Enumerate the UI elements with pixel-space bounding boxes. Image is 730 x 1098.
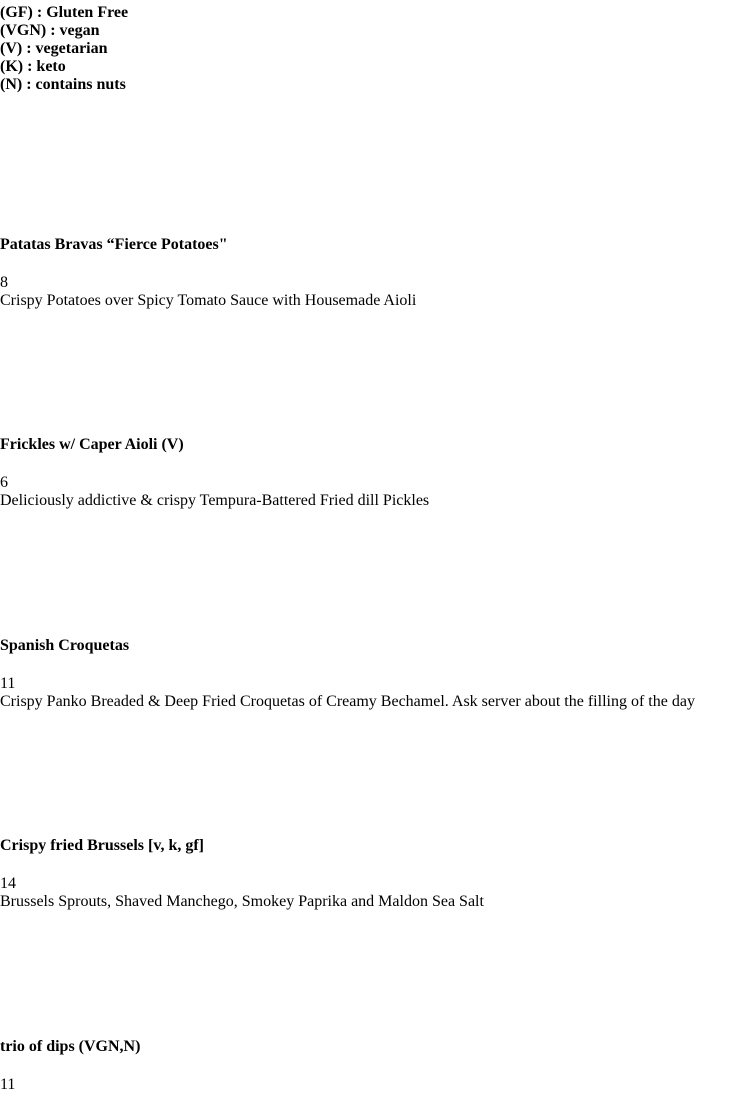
menu-item-name: Frickles w/ Caper Aioli (V) [0,436,184,453]
menu-item-crispy-fried-brussels [0,836,730,911]
menu-item-patatas-bravas [0,235,730,310]
menu-item-frickles [0,435,730,510]
legend-contains-nuts: (N) : contains nuts [0,76,126,93]
menu-item-description: Deliciously addictive & crispy Tempura-Battered Fried dill Pickles [0,492,430,509]
menu-item-trio-of-dips [0,1037,730,1098]
menu-item-price: 6 [0,474,8,491]
menu-item-name: Crispy fried Brussels [v, k, gf] [0,837,204,854]
menu-item-description [0,1094,730,1098]
menu-item-description: Brussels Sprouts, Shaved Manchego, Smokey Paprika and Maldon Sea Salt [0,893,484,910]
dietary-legend [0,4,128,94]
legend-vegetarian: (V) : vegetarian [0,40,108,57]
menu-item-spanish-croquetas [0,636,730,711]
menu-item-price: 14 [0,875,16,892]
legend-keto: (K) : keto [0,58,66,75]
menu-item-description: Crispy Potatoes over Spicy Tomato Sauce with Housemade Aioli [0,292,417,309]
menu-item-description: Crispy Panko Breaded & Deep Fried Croquetas of Creamy Bechamel. Ask server about the filling of the day [0,693,695,710]
legend-gluten-free: (GF) : Gluten Free [0,4,129,21]
menu-item-price: 11 [0,675,16,692]
menu-item-price: 8 [0,274,8,291]
menu-item-name: trio of dips (VGN,N) [0,1038,141,1055]
menu-item-name: Spanish Croquetas [0,637,130,654]
legend-vegan: (VGN) : vegan [0,22,100,39]
menu-item-price: 11 [0,1076,16,1093]
menu-item-name: Patatas Bravas “Fierce Potatoes" [0,236,228,253]
